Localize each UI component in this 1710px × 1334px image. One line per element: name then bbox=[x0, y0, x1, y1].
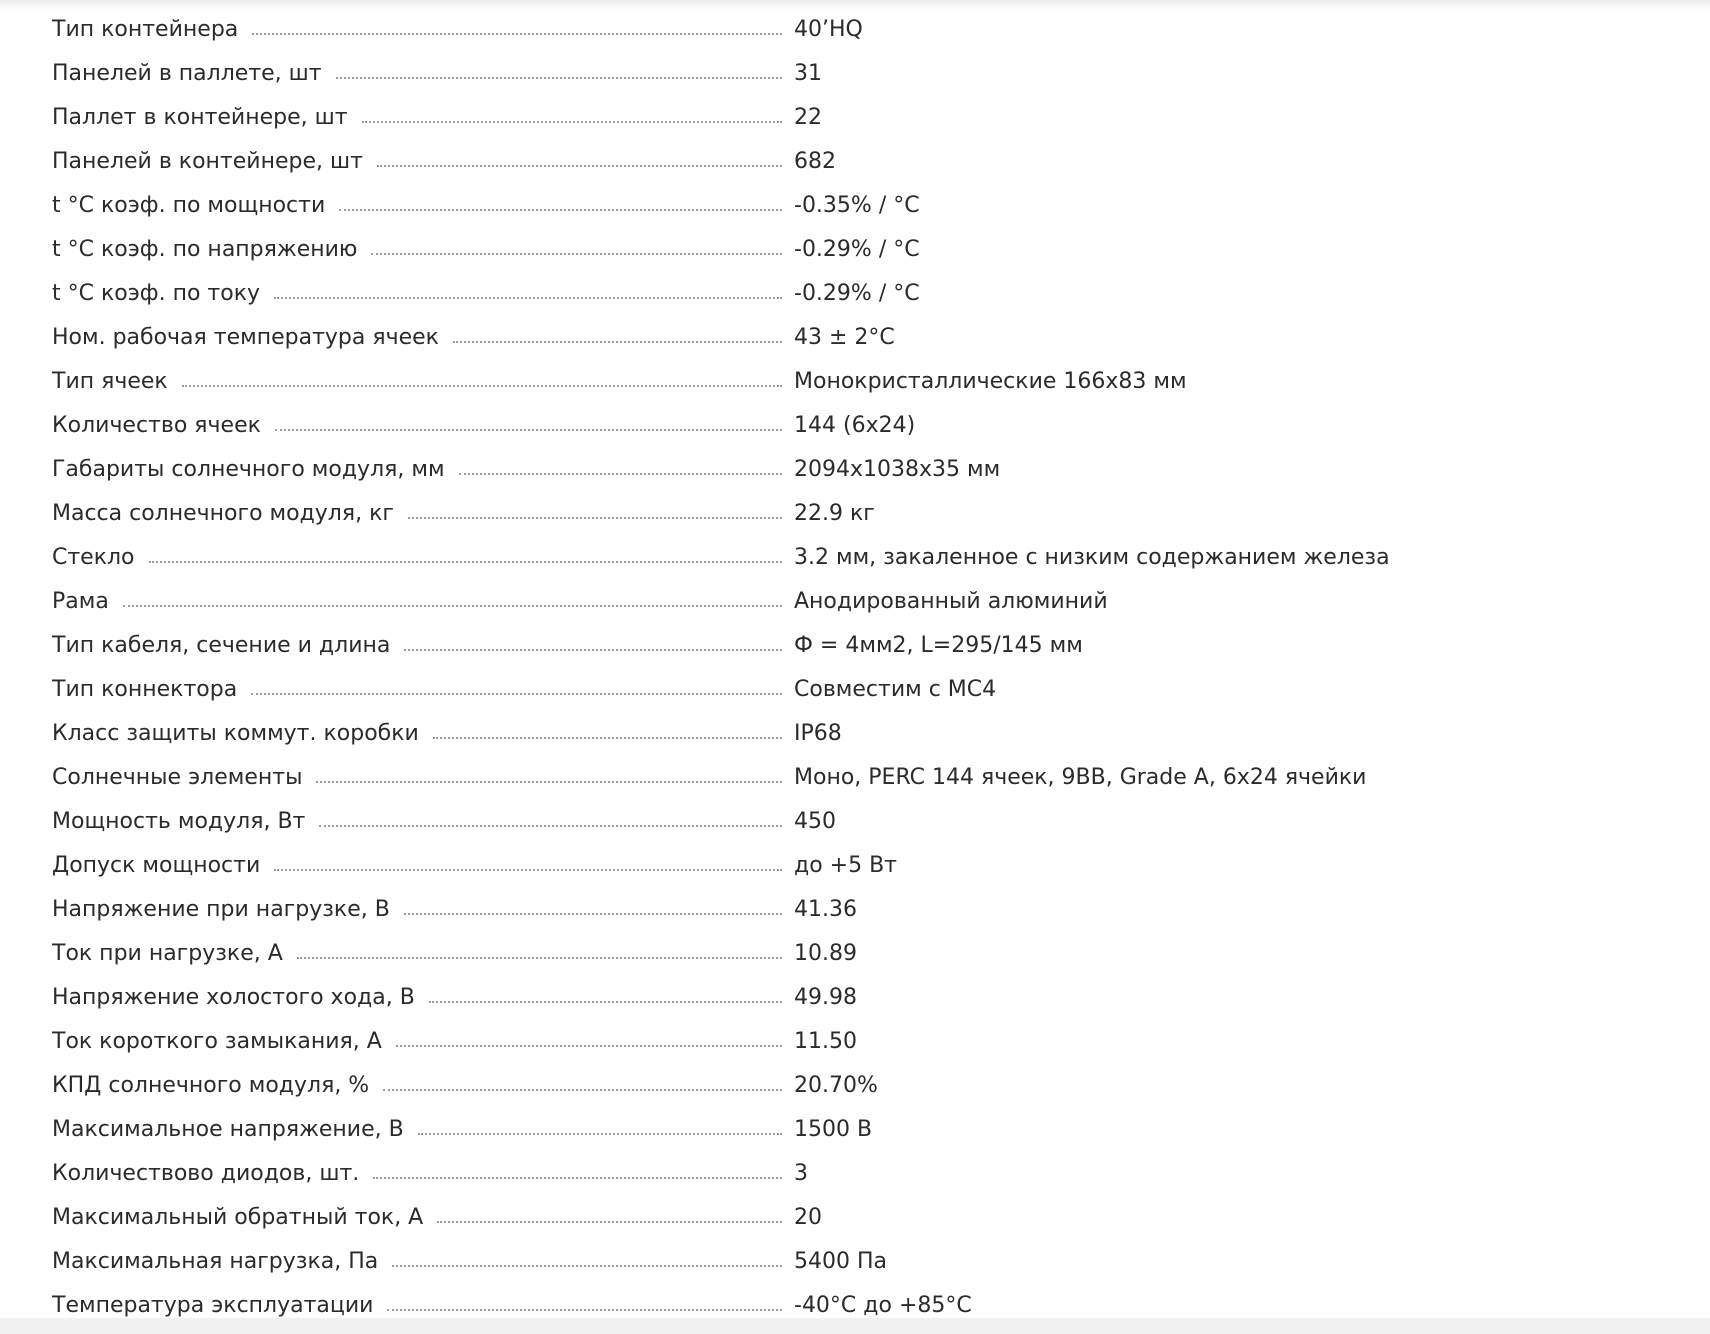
spec-row bbox=[52, 712, 1652, 756]
spec-row bbox=[52, 1240, 1652, 1284]
spec-name-cell bbox=[52, 580, 782, 624]
spec-value: IP68 bbox=[794, 721, 842, 746]
spec-value: 22.9 кг bbox=[794, 501, 875, 526]
dotted-leader bbox=[408, 517, 782, 519]
dotted-leader bbox=[275, 429, 782, 431]
spec-name-cell bbox=[52, 140, 782, 184]
spec-row bbox=[52, 1020, 1652, 1064]
spec-row bbox=[52, 580, 1652, 624]
spec-value: 3.2 мм, закаленное с низким содержанием железа bbox=[794, 545, 1390, 570]
dotted-leader bbox=[362, 121, 782, 123]
dotted-leader bbox=[336, 77, 782, 79]
spec-name-cell bbox=[52, 272, 782, 316]
dotted-leader bbox=[371, 253, 782, 255]
dotted-leader bbox=[404, 649, 782, 651]
spec-value: 682 bbox=[794, 149, 836, 174]
spec-row bbox=[52, 756, 1652, 800]
spec-row bbox=[52, 1196, 1652, 1240]
spec-row bbox=[52, 1064, 1652, 1108]
dotted-leader bbox=[453, 341, 782, 343]
spec-name-cell bbox=[52, 52, 782, 96]
spec-row bbox=[52, 976, 1652, 1020]
spec-row bbox=[52, 228, 1652, 272]
spec-value: Анодированный алюминий bbox=[794, 589, 1108, 614]
spec-row bbox=[52, 8, 1652, 52]
spec-name-cell bbox=[52, 844, 782, 888]
dotted-leader bbox=[404, 913, 782, 915]
spec-row bbox=[52, 888, 1652, 932]
spec-value: 41.36 bbox=[794, 897, 857, 922]
spec-value: 31 bbox=[794, 61, 822, 86]
spec-row bbox=[52, 668, 1652, 712]
spec-label: Тип ячеек bbox=[52, 369, 168, 394]
spec-label: Стекло bbox=[52, 545, 135, 570]
dotted-leader bbox=[274, 297, 782, 299]
spec-label: Габариты солнечного модуля, мм bbox=[52, 457, 445, 482]
spec-row bbox=[52, 536, 1652, 580]
dotted-leader bbox=[396, 1045, 782, 1047]
bottom-band bbox=[0, 1318, 1710, 1334]
spec-list bbox=[52, 8, 1652, 1328]
dotted-leader bbox=[252, 33, 782, 35]
spec-label: Паллет в контейнере, шт bbox=[52, 105, 348, 130]
spec-value: 43 ± 2°C bbox=[794, 325, 895, 350]
spec-value: -0.29% / °C bbox=[794, 281, 920, 306]
spec-name-cell bbox=[52, 1240, 782, 1284]
spec-label: Максимальный обратный ток, А bbox=[52, 1205, 424, 1230]
spec-label: t °C коэф. по току bbox=[52, 281, 261, 306]
dotted-leader bbox=[437, 1221, 782, 1223]
spec-row bbox=[52, 96, 1652, 140]
spec-label: Масса солнечного модуля, кг bbox=[52, 501, 394, 526]
spec-value: 144 (6x24) bbox=[794, 413, 916, 438]
spec-name-cell bbox=[52, 536, 782, 580]
dotted-leader bbox=[392, 1265, 782, 1267]
spec-name-cell bbox=[52, 184, 782, 228]
spec-label: t °C коэф. по мощности bbox=[52, 193, 326, 218]
spec-value: 5400 Па bbox=[794, 1249, 888, 1274]
spec-value: 20.70% bbox=[794, 1073, 878, 1098]
spec-value: 3 bbox=[794, 1161, 808, 1186]
dotted-leader bbox=[297, 957, 782, 959]
spec-value: Монокристаллические 166x83 мм bbox=[794, 369, 1187, 394]
spec-label: t °C коэф. по напряжению bbox=[52, 237, 358, 262]
spec-label: Допуск мощности bbox=[52, 853, 261, 878]
spec-name-cell bbox=[52, 1108, 782, 1152]
spec-name-cell bbox=[52, 800, 782, 844]
spec-row bbox=[52, 316, 1652, 360]
dotted-leader bbox=[387, 1309, 782, 1311]
spec-value: 11.50 bbox=[794, 1029, 857, 1054]
dotted-leader bbox=[383, 1089, 782, 1091]
spec-value: 40’HQ bbox=[794, 17, 863, 42]
spec-row bbox=[52, 404, 1652, 448]
dotted-leader bbox=[429, 1001, 782, 1003]
spec-name-cell bbox=[52, 360, 782, 404]
spec-name-cell bbox=[52, 756, 782, 800]
dotted-leader bbox=[251, 693, 782, 695]
spec-value: Совместим с МС4 bbox=[794, 677, 997, 702]
dotted-leader bbox=[319, 825, 782, 827]
spec-row bbox=[52, 800, 1652, 844]
spec-name-cell bbox=[52, 712, 782, 756]
spec-label: Максимальная нагрузка, Па bbox=[52, 1249, 379, 1274]
spec-name-cell bbox=[52, 1020, 782, 1064]
spec-row bbox=[52, 492, 1652, 536]
spec-name-cell bbox=[52, 888, 782, 932]
dotted-leader bbox=[339, 209, 782, 211]
spec-name-cell bbox=[52, 316, 782, 360]
spec-label: Ток при нагрузке, А bbox=[52, 941, 283, 966]
spec-value: 1500 В bbox=[794, 1117, 873, 1142]
spec-name-cell bbox=[52, 404, 782, 448]
dotted-leader bbox=[373, 1177, 782, 1179]
spec-row bbox=[52, 52, 1652, 96]
spec-value: 22 bbox=[794, 105, 822, 130]
spec-row bbox=[52, 844, 1652, 888]
spec-label: Напряжение холостого хода, В bbox=[52, 985, 415, 1010]
spec-row bbox=[52, 140, 1652, 184]
spec-label: Панелей в паллете, шт bbox=[52, 61, 322, 86]
spec-label: Ном. рабочая температура ячеек bbox=[52, 325, 439, 350]
dotted-leader bbox=[377, 165, 782, 167]
spec-value: до +5 Вт bbox=[794, 853, 897, 878]
spec-value: 10.89 bbox=[794, 941, 857, 966]
spec-label: Напряжение при нагрузке, В bbox=[52, 897, 390, 922]
spec-label: Панелей в контейнере, шт bbox=[52, 149, 363, 174]
spec-row bbox=[52, 1152, 1652, 1196]
spec-name-cell bbox=[52, 668, 782, 712]
spec-name-cell bbox=[52, 624, 782, 668]
dotted-leader bbox=[316, 781, 782, 783]
spec-row bbox=[52, 184, 1652, 228]
dotted-leader bbox=[123, 605, 782, 607]
spec-value: -0.29% / °C bbox=[794, 237, 920, 262]
spec-name-cell bbox=[52, 1196, 782, 1240]
spec-name-cell bbox=[52, 492, 782, 536]
spec-row bbox=[52, 272, 1652, 316]
spec-name-cell bbox=[52, 976, 782, 1020]
spec-name-cell bbox=[52, 448, 782, 492]
spec-label: Рама bbox=[52, 589, 109, 614]
spec-label: Солнечные элементы bbox=[52, 765, 303, 790]
spec-value: 20 bbox=[794, 1205, 822, 1230]
spec-label: Максимальное напряжение, В bbox=[52, 1117, 404, 1142]
spec-value: -40°C до +85°C bbox=[794, 1293, 972, 1318]
spec-label: Мощность модуля, Вт bbox=[52, 809, 306, 834]
spec-value: -0.35% / °C bbox=[794, 193, 920, 218]
spec-value: 450 bbox=[794, 809, 836, 834]
spec-label: Класс защиты коммут. коробки bbox=[52, 721, 419, 746]
dotted-leader bbox=[149, 561, 782, 563]
spec-name-cell bbox=[52, 96, 782, 140]
spec-value: 2094x1038x35 мм bbox=[794, 457, 1001, 482]
spec-name-cell bbox=[52, 932, 782, 976]
spec-label: Тип кабеля, сечение и длина bbox=[52, 633, 391, 658]
dotted-leader bbox=[274, 869, 782, 871]
spec-name-cell bbox=[52, 1152, 782, 1196]
spec-row bbox=[52, 1108, 1652, 1152]
dotted-leader bbox=[433, 737, 782, 739]
dotted-leader bbox=[182, 385, 782, 387]
spec-row bbox=[52, 360, 1652, 404]
spec-name-cell bbox=[52, 1064, 782, 1108]
spec-name-cell bbox=[52, 228, 782, 272]
spec-row bbox=[52, 624, 1652, 668]
spec-label: Тип контейнера bbox=[52, 17, 239, 42]
spec-label: Температура эксплуатации bbox=[52, 1293, 374, 1318]
spec-row bbox=[52, 932, 1652, 976]
spec-name-cell bbox=[52, 8, 782, 52]
dotted-leader bbox=[418, 1133, 782, 1135]
spec-label: Ток короткого замыкания, А bbox=[52, 1029, 382, 1054]
spec-label: Количествово диодов, шт. bbox=[52, 1161, 360, 1186]
spec-row bbox=[52, 448, 1652, 492]
dotted-leader bbox=[459, 473, 782, 475]
spec-value: 49.98 bbox=[794, 985, 857, 1010]
spec-value: Моно, PERC 144 ячеек, 9BB, Grade A, 6x24 ячейки bbox=[794, 765, 1367, 790]
spec-value: Ф = 4мм2, L=295/145 мм bbox=[794, 633, 1083, 658]
spec-label: Тип коннектора bbox=[52, 677, 238, 702]
spec-label: Количество ячеек bbox=[52, 413, 261, 438]
spec-label: КПД солнечного модуля, % bbox=[52, 1073, 370, 1098]
